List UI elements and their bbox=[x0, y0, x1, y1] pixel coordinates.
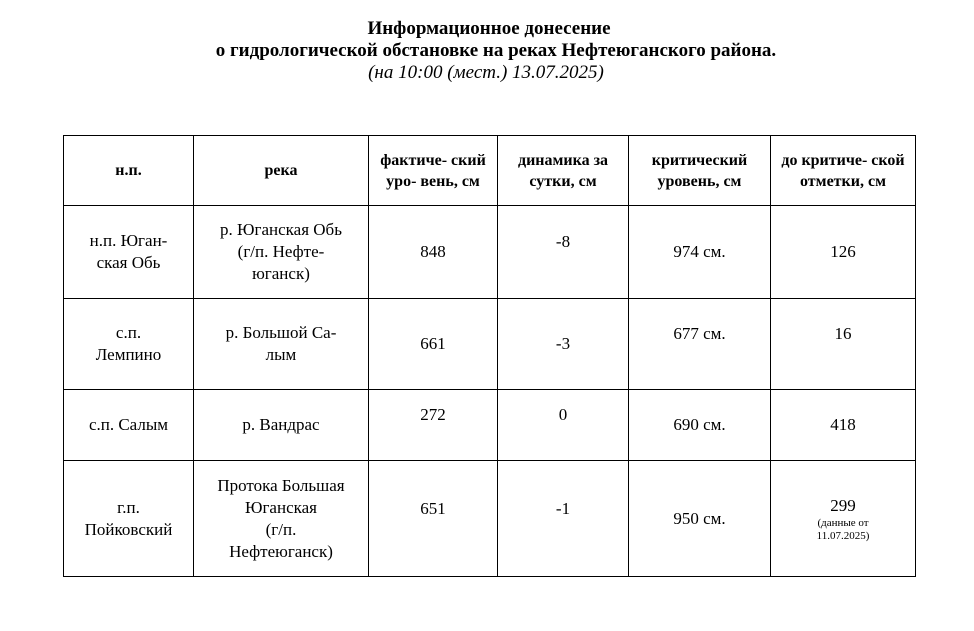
cell-critical-level: 690 см. bbox=[629, 390, 771, 461]
cell-critical-level: 950 см. bbox=[629, 461, 771, 577]
cell-critical-level: 677 см. bbox=[629, 299, 771, 390]
col-header-river: река bbox=[194, 136, 369, 206]
cell-to-critical bbox=[771, 461, 916, 577]
cell-river: р. Юганская Обь (г/п. Нефте- юганск) bbox=[194, 206, 369, 299]
cell-to-critical: 126 bbox=[771, 206, 916, 299]
col-header-actual-level: фактиче- ский уро- вень, см bbox=[369, 136, 498, 206]
table-row bbox=[64, 299, 916, 390]
hydrology-table bbox=[63, 135, 916, 577]
cell-river: р. Вандрас bbox=[194, 390, 369, 461]
table-row bbox=[64, 206, 916, 299]
cell-daily-change: -3 bbox=[498, 299, 629, 390]
report-title-line1: Информационное донесение bbox=[367, 18, 611, 39]
cell-to-critical: 418 bbox=[771, 390, 916, 461]
cell-actual-level: 651 bbox=[369, 461, 498, 577]
table-row bbox=[64, 390, 916, 461]
cell-daily-change: 0 bbox=[498, 390, 629, 461]
cell-settlement: с.п. Салым bbox=[64, 390, 194, 461]
cell-actual-level: 848 bbox=[369, 206, 498, 299]
cell-daily-change: -1 bbox=[498, 461, 629, 577]
to-critical-value: 299 bbox=[830, 495, 856, 515]
cell-river: р. Большой Са- лым bbox=[194, 299, 369, 390]
col-header-settlement: н.п. bbox=[64, 136, 194, 206]
col-header-to-critical: до критиче- ской отметки, см bbox=[771, 136, 916, 206]
cell-daily-change: -8 bbox=[498, 206, 629, 299]
cell-actual-level: 661 bbox=[369, 299, 498, 390]
cell-to-critical: 16 bbox=[771, 299, 916, 390]
col-header-critical-level: критический уровень, см bbox=[629, 136, 771, 206]
cell-settlement: с.п. Лемпино bbox=[64, 299, 194, 390]
cell-settlement: н.п. Юган- ская Обь bbox=[64, 206, 194, 299]
cell-settlement: г.п. Пойковский bbox=[64, 461, 194, 577]
report-title-line2: о гидрологической обстановке на реках Нефтеюганского района. bbox=[215, 40, 777, 61]
col-header-daily-change: динамика за сутки, см bbox=[498, 136, 629, 206]
table-row bbox=[64, 461, 916, 577]
report-header bbox=[0, 18, 974, 84]
cell-critical-level: 974 см. bbox=[629, 206, 771, 299]
cell-actual-level: 272 bbox=[369, 390, 498, 461]
report-subtitle: (на 10:00 (мест.) 13.07.2025) bbox=[368, 62, 604, 83]
table-header-row bbox=[64, 136, 916, 206]
cell-river: Протока Большая Юганская (г/п. Нефтеюганск) bbox=[194, 461, 369, 577]
to-critical-note: (данные от 11.07.2025) bbox=[816, 516, 870, 542]
